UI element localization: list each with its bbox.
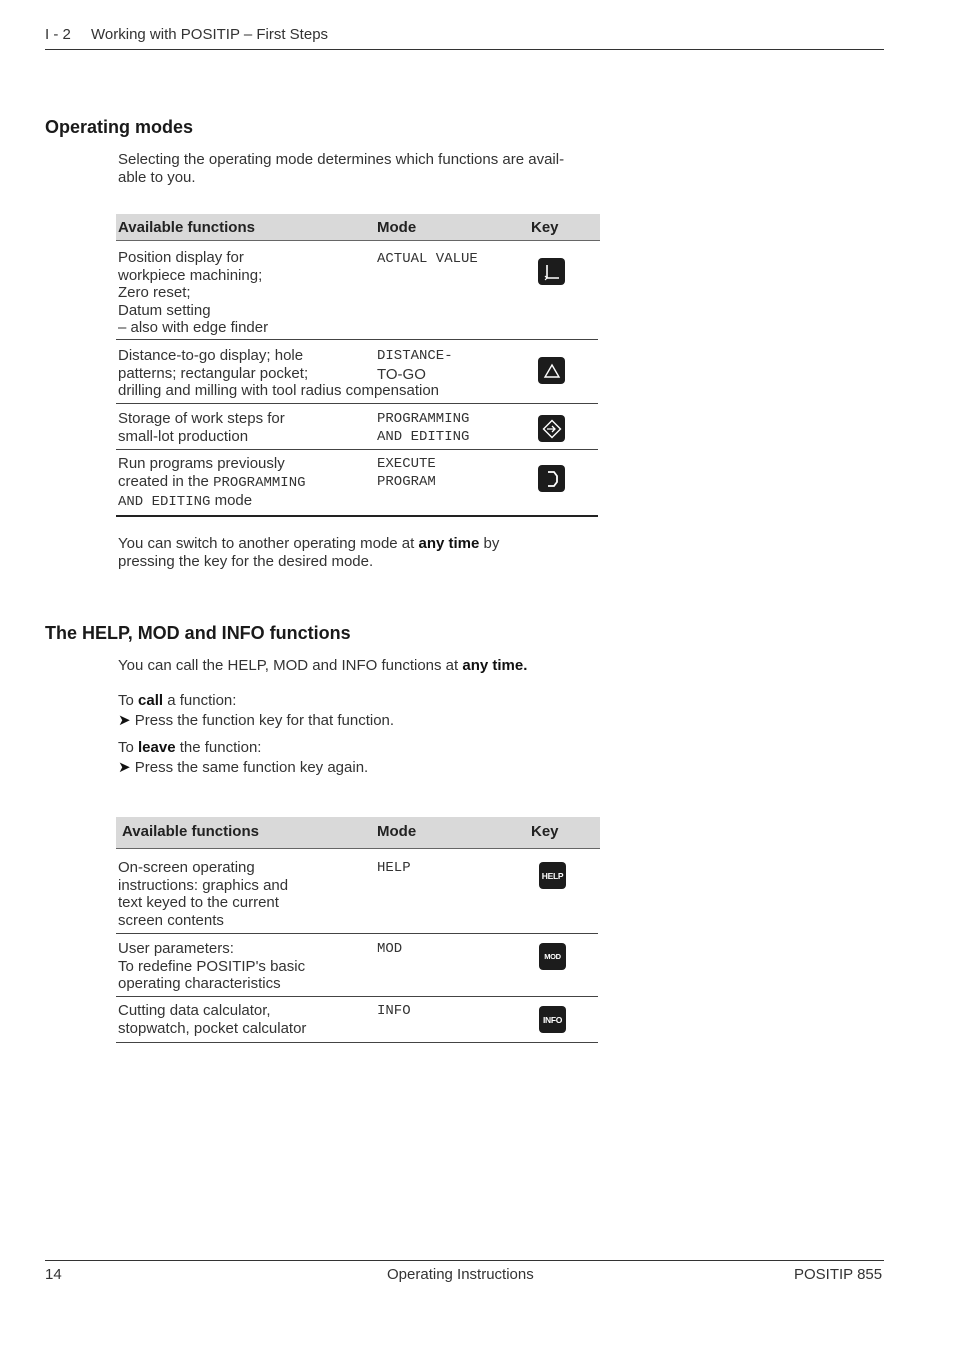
section-heading-help-mod-info: The HELP, MOD and INFO functions (45, 623, 351, 643)
table-row-function (118, 1002, 306, 1037)
mode-help: HELP (377, 860, 411, 876)
section-heading-operating-modes: Operating modes (45, 117, 194, 137)
cell-line: Zero reset; (118, 284, 191, 301)
step-arrow-icon: ➤ (118, 758, 131, 776)
cell-line: To redefine POSITIP's basic (118, 957, 306, 975)
note-emphasis: any time (418, 535, 480, 552)
column-header-functions: Available functions (122, 823, 259, 840)
row-divider (116, 933, 598, 934)
call-step (118, 712, 394, 730)
leave-step (118, 759, 368, 777)
cell-line: Datum setting (118, 301, 211, 319)
mode-line: TO-GO (377, 365, 426, 383)
footer-rule (45, 1260, 884, 1261)
column-header-key: Key (531, 823, 559, 840)
step-text: Press the function key for that function. (134, 711, 395, 729)
footer-product: POSITIP 855 (794, 1266, 883, 1283)
text: a function: (163, 692, 237, 709)
cell-line: drilling and milling with tool radius compensation (118, 382, 439, 399)
programming-key-icon[interactable] (538, 415, 565, 442)
help-key-label: HELP (541, 870, 564, 881)
table-row-function (118, 249, 268, 337)
column-header-mode: Mode (377, 219, 417, 236)
header-title: Working with POSITIP – First Steps (91, 26, 329, 43)
column-header-functions: Available functions (118, 219, 255, 236)
cell-line: – also with edge finder (118, 319, 269, 336)
cell-line (118, 492, 306, 512)
mode-execute-program (377, 456, 436, 491)
execute-program-key-icon[interactable] (538, 465, 565, 492)
mode-line: PROGRAMMING (377, 411, 470, 427)
cell-line: instructions: graphics and (118, 876, 289, 894)
info-key-button[interactable] (539, 1006, 566, 1033)
call-line (118, 692, 394, 710)
text: the function: (175, 739, 262, 756)
running-header (45, 26, 328, 44)
column-header-key: Key (531, 219, 559, 236)
table-row-function (118, 455, 306, 512)
header-section-number: I - 2 (45, 26, 71, 43)
intro-emphasis: any time. (462, 657, 528, 674)
leave-emphasis: leave (138, 739, 176, 756)
header-rule (45, 49, 884, 50)
step-arrow-icon: ➤ (118, 711, 131, 729)
cell-line: Distance-to-go display; hole (118, 347, 304, 364)
help-key-button[interactable] (539, 862, 566, 889)
cell-line: Storage of work steps for (118, 410, 285, 427)
cell-line: operating characteristics (118, 975, 281, 992)
row-divider (116, 449, 598, 450)
table-row-function (118, 410, 285, 445)
column-header-mode: Mode (377, 823, 417, 840)
table-row-function (118, 940, 305, 993)
cell-line: User parameters: (118, 940, 234, 957)
mode-mod: MOD (377, 941, 403, 957)
table-header (116, 817, 600, 849)
table-header (116, 214, 600, 241)
mod-key-button[interactable] (539, 943, 566, 970)
text: To (118, 692, 139, 709)
cell-line: patterns; rectangular pocket; (118, 364, 309, 382)
actual-value-key-icon[interactable] (538, 258, 565, 285)
mode-line: AND EDITING (377, 428, 470, 445)
cell-text: created in the (118, 472, 209, 490)
info-key-label: INFO (542, 1014, 563, 1025)
operating-modes-intro (118, 151, 564, 186)
row-divider (116, 339, 598, 340)
intro-text: You can call the HELP, MOD and INFO functions at (118, 657, 463, 674)
cell-line: workpiece machining; (118, 266, 263, 284)
text: To (118, 739, 139, 756)
table-bottom-rule (116, 1042, 598, 1043)
call-emphasis: call (138, 692, 164, 709)
mod-key-label: MOD (544, 952, 561, 961)
cell-line: Position display for (118, 249, 244, 266)
intro-line: able to you. (118, 168, 196, 186)
table-bottom-rule (116, 515, 598, 517)
cell-mode-ref: PROGRAMMING (213, 474, 306, 491)
cell-line: stopwatch, pocket calculator (118, 1019, 307, 1037)
row-divider (116, 403, 598, 404)
footer-page-number: 14 (45, 1266, 62, 1283)
mode-line: PROGRAM (377, 473, 436, 490)
mode-line: EXECUTE (377, 456, 436, 472)
mode-info: INFO (377, 1003, 411, 1019)
note-text: You can switch to another operating mode at (118, 535, 419, 552)
mode-line: DISTANCE- (377, 348, 453, 364)
cell-mode-ref: AND EDITING (118, 494, 211, 510)
row-divider (116, 996, 598, 997)
switch-mode-note (118, 535, 499, 570)
cell-line: On-screen operating (118, 859, 255, 876)
cell-line (118, 473, 306, 493)
note-line (118, 535, 499, 553)
distance-to-go-key-icon[interactable] (538, 357, 565, 384)
cell-line: screen contents (118, 911, 224, 929)
cell-line: small-lot production (118, 427, 249, 445)
leave-instructions (118, 739, 368, 776)
footer-title: Operating Instructions (387, 1266, 534, 1283)
note-text: by (479, 535, 500, 552)
mode-actual-value: ACTUAL VALUE (377, 251, 478, 267)
mode-programming-and-editing (377, 411, 469, 446)
cell-line: Cutting data calculator, (118, 1002, 271, 1019)
cell-text: mode (214, 492, 253, 509)
mode-distance-to-go (377, 348, 453, 383)
cell-line: Run programs previously (118, 455, 285, 472)
intro-line: Selecting the operating mode determines which functions are avail- (118, 151, 565, 168)
call-instructions (118, 692, 394, 729)
leave-line (118, 739, 368, 757)
table-row-function (118, 859, 288, 929)
step-text: Press the same function key again. (134, 758, 369, 776)
cell-line: text keyed to the current (118, 894, 279, 911)
help-intro (118, 657, 527, 675)
note-line: pressing the key for the desired mode. (118, 552, 374, 570)
